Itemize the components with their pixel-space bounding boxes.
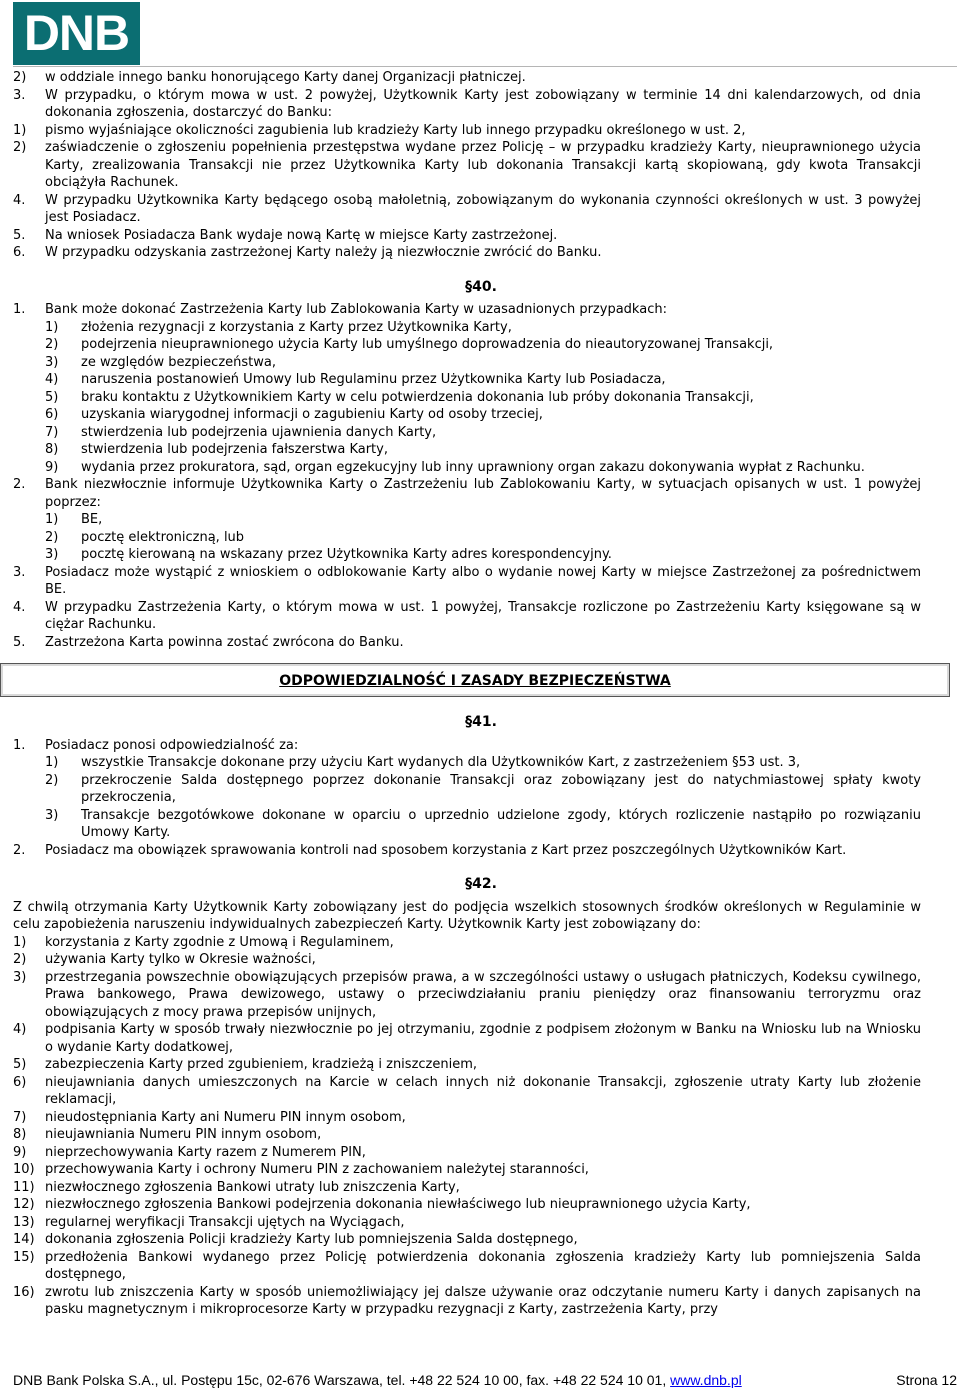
list-item-number: 1. bbox=[13, 302, 26, 317]
list-item-number: 5. bbox=[13, 227, 26, 243]
list-item bbox=[13, 1214, 921, 1232]
list-item-number: 11) bbox=[13, 1179, 35, 1195]
list-item-number: 1) bbox=[45, 319, 59, 335]
list-item bbox=[13, 807, 921, 842]
list-item-text: uzyskania wiarygodnej informacji o zagubieniu Karty od osoby trzeciej, bbox=[81, 407, 543, 422]
list-item bbox=[13, 319, 921, 337]
list-item-number: 6) bbox=[45, 407, 59, 422]
list-item-text: Posiadacz może wystąpić z wnioskiem o odblokowanie Karty albo o wydanie nowej Karty w miejsce Zastrzeżonej za pośrednictwem BE. bbox=[45, 564, 921, 597]
list-item-text: Posiadacz ma obowiązek sprawowania kontroli nad sposobem korzystania z Kart przez poszczególnych Użytkowników Kart. bbox=[45, 842, 847, 858]
list-item bbox=[13, 192, 921, 227]
section-42-intro: Z chwilą otrzymania Karty Użytkownik Karty zobowiązany jest do podjęcia wszelkich stosownych środków określonych w Regulaminie w celu zapobieżenia naruszeniu indywidualnych zabezpieczeń Karty. Użytkownik Karty jest zobowiązany do: bbox=[13, 899, 921, 932]
list-item-text: zaświadczenie o zgłoszeniu popełnienia przestępstwa wydane przez Policję – w przypadku kradzieży Karty, nieuprawnionego użycia Karty, zrealizowania Transakcji nie przez Użytkownika Karty lub dokonania Transakcji kartą skopiowaną, gdy kwota Transakcji obciążyła Rachunek. bbox=[45, 140, 921, 190]
list-item-number: 4) bbox=[45, 372, 59, 387]
list-item-text: Posiadacz ponosi odpowiedzialność za: bbox=[45, 737, 299, 753]
list-item bbox=[13, 737, 921, 755]
list-item bbox=[13, 301, 921, 319]
list-item-text: Bank może dokonać Zastrzeżenia Karty lub Zablokowania Karty w uzasadnionych przypadkach: bbox=[45, 302, 667, 317]
page-number: Strona 12 bbox=[896, 1372, 957, 1388]
section-42 bbox=[13, 934, 921, 1319]
list-item-number: 1. bbox=[13, 737, 26, 753]
list-item bbox=[13, 754, 921, 772]
list-item-number: 15) bbox=[13, 1249, 35, 1265]
list-item-number: 3) bbox=[45, 354, 59, 370]
list-item-number: 1) bbox=[45, 512, 59, 527]
list-item bbox=[13, 389, 921, 407]
section-title-42: §42. bbox=[465, 876, 497, 892]
section-40 bbox=[13, 301, 921, 651]
list-item bbox=[13, 772, 921, 807]
list-item-text: przestrzegania powszechnie obowiązujących przepisów prawa, a w szczególności ustawy o usługach płatniczych, Kodeksu cywilnego, Prawa bankowego, Prawa dewizowego, ustawy o przeciwdziałaniu praniu pieniędzy oraz finansowaniu terroryzmu oraz obowiązujących z mocy prawa przepisów unijnych, bbox=[45, 969, 921, 1020]
list-item bbox=[13, 354, 921, 372]
footer-link[interactable]: www.dnb.pl bbox=[670, 1372, 742, 1388]
list-item-text: W przypadku odzyskania zastrzeżonej Karty należy ją niezwłocznie zwrócić do Banku. bbox=[45, 245, 602, 260]
paragraph-continuation bbox=[13, 69, 921, 262]
list-item-text: wszystkie Transakcje dokonane przy użyciu Kart wydanych dla Użytkowników Kart, z zastrzeżeniem §53 ust. 3, bbox=[81, 755, 801, 770]
list-item-number: 2) bbox=[13, 140, 27, 155]
list-item bbox=[13, 969, 921, 1022]
list-item-text: pocztę elektroniczną, lub bbox=[81, 529, 245, 545]
list-item-number: 4. bbox=[13, 192, 26, 208]
list-item bbox=[13, 934, 921, 952]
list-item-number: 3. bbox=[13, 87, 26, 103]
list-item bbox=[13, 139, 921, 192]
list-item-text: W przypadku Zastrzeżenia Karty, o którym mowa w ust. 1 powyżej, Transakcje rozliczone po Zastrzeżeniu Karty księgowane są w ciężar Rachunku. bbox=[45, 599, 921, 632]
list-item bbox=[13, 1056, 921, 1074]
list-item bbox=[13, 69, 921, 87]
list-item-number: 16) bbox=[13, 1284, 35, 1300]
section-title-40: §40. bbox=[465, 278, 497, 295]
list-item bbox=[13, 951, 921, 969]
list-item-number: 6. bbox=[13, 245, 26, 260]
list-item-text: przedłożenia Bankowi wydanego przez Policję potwierdzenia dokonania zgłoszenia kradzieży Karty lub pomniejszenia Salda dostępnego, bbox=[45, 1249, 921, 1282]
list-item-number: 2) bbox=[13, 70, 27, 85]
list-item-number: 2) bbox=[45, 529, 59, 545]
list-item-text: używania Karty tylko w Okresie ważności, bbox=[45, 952, 316, 967]
list-item bbox=[13, 459, 921, 477]
section-title-41: §41. bbox=[465, 714, 497, 730]
chapter-heading: ODPOWIEDZIALNOŚĆ I ZASADY BEZPIECZEŃSTWA bbox=[0, 663, 950, 697]
list-item bbox=[13, 424, 921, 442]
list-item-text: ze względów bezpieczeństwa, bbox=[81, 354, 276, 370]
list-item bbox=[13, 1021, 921, 1056]
list-item-number: 2. bbox=[13, 842, 26, 858]
list-item-text: Bank niezwłocznie informuje Użytkownika Karty o Zastrzeżeniu lub Zablokowaniu Karty, w sytuacjach opisanych w ust. 1 powyżej poprzez: bbox=[45, 477, 921, 510]
list-item-number: 1) bbox=[13, 934, 27, 950]
list-item bbox=[13, 529, 921, 547]
list-item-text: W przypadku Użytkownika Karty będącego osobą małoletnią, zobowiązanym do wykonania czynności określonych w ust. 3 powyżej jest Posiadacz. bbox=[45, 192, 921, 225]
list-item bbox=[13, 476, 921, 511]
list-item-text: Na wniosek Posiadacza Bank wydaje nową Kartę w miejsce Karty zastrzeżonej. bbox=[45, 227, 558, 243]
list-item-text: nieujawniania Numeru PIN innym osobom, bbox=[45, 1127, 322, 1142]
dnb-logo: DNB bbox=[13, 2, 140, 65]
list-item-number: 2) bbox=[13, 952, 27, 967]
list-item-text: zabezpieczenia Karty przed zgubieniem, kradzieżą i zniszczeniem, bbox=[45, 1057, 478, 1072]
list-item bbox=[13, 1249, 921, 1284]
list-item bbox=[13, 122, 921, 140]
list-item-text: nieujawniania danych umieszczonych na Karcie w celach innych niż dokonanie Transakcji, zgłoszenie utraty Karty lub złożenie reklamacji, bbox=[45, 1074, 921, 1107]
list-item bbox=[13, 87, 921, 122]
list-item bbox=[13, 406, 921, 424]
list-item-number: 5) bbox=[13, 1057, 27, 1072]
list-item-text: Zastrzeżona Karta powinna zostać zwrócona do Banku. bbox=[45, 634, 404, 650]
list-item-number: 12) bbox=[13, 1197, 35, 1212]
header-divider bbox=[13, 66, 957, 67]
list-item-number: 9) bbox=[45, 459, 59, 475]
list-item-number: 1) bbox=[45, 755, 59, 770]
list-item-number: 13) bbox=[13, 1214, 35, 1230]
list-item bbox=[13, 564, 921, 599]
list-item-text: niezwłocznego zgłoszenia Bankowi utraty lub zniszczenia Karty, bbox=[45, 1179, 460, 1195]
list-item bbox=[13, 511, 921, 529]
list-item-text: w oddziale innego banku honorującego Karty danej Organizacji płatniczej. bbox=[45, 70, 526, 85]
list-item-number: 3) bbox=[45, 807, 59, 823]
list-item bbox=[13, 227, 921, 245]
list-item bbox=[13, 336, 921, 354]
list-item-number: 1) bbox=[13, 122, 27, 138]
list-item bbox=[13, 1231, 921, 1249]
document-body bbox=[13, 69, 921, 1319]
list-item-text: stwierdzenia lub podejrzenia ujawnienia danych Karty, bbox=[81, 424, 437, 440]
list-item-text: pismo wyjaśniające okoliczności zagubienia lub kradzieży Karty lub innego przypadku określonego w ust. 2, bbox=[45, 122, 746, 138]
list-item bbox=[13, 842, 921, 860]
list-item-number: 3) bbox=[13, 969, 27, 985]
list-item-text: pocztę kierowaną na wskazany przez Użytkownika Karty adres korespondencyjny. bbox=[81, 547, 612, 562]
list-item-number: 5. bbox=[13, 634, 26, 650]
list-item-text: niezwłocznego zgłoszenia Bankowi podejrzenia dokonania niewłaściwego lub nieuprawnionego użycia Karty, bbox=[45, 1197, 751, 1212]
list-item bbox=[13, 599, 921, 634]
list-item-text: stwierdzenia lub podejrzenia fałszerstwa Karty, bbox=[81, 442, 388, 457]
list-item-number: 14) bbox=[13, 1232, 35, 1247]
list-item bbox=[13, 244, 921, 262]
list-item-number: 2. bbox=[13, 477, 26, 492]
page-footer bbox=[13, 1372, 957, 1390]
list-item-text: podpisania Karty w sposób trwały niezwłocznie po jej otrzymaniu, zgodnie z podpisem złożonym w Banku na Wniosku lub na Wniosku o wydanie Karty dodatkowej, bbox=[45, 1022, 921, 1055]
list-item-text: nieudostępniania Karty ani Numeru PIN innym osobom, bbox=[45, 1109, 406, 1125]
list-item bbox=[13, 1109, 921, 1127]
list-item bbox=[13, 546, 921, 564]
list-item-number: 2) bbox=[45, 337, 59, 352]
list-item-text: BE, bbox=[81, 512, 103, 527]
list-item-text: przekroczenie Salda dostępnego poprzez dokonanie Transakcji oraz zobowiązany jest do natychmiastowej spłaty kwoty przekroczenia, bbox=[81, 772, 921, 805]
list-item bbox=[13, 1144, 921, 1162]
list-item-text: regularnej weryfikacji Transakcji ujętych na Wyciągach, bbox=[45, 1214, 405, 1230]
list-item-number: 7) bbox=[45, 424, 59, 440]
list-item-text: nieprzechowywania Karty razem z Numerem PIN, bbox=[45, 1144, 366, 1160]
footer-address: DNB Bank Polska S.A., ul. Postępu 15c, 02-676 Warszawa, tel. +48 22 524 10 00, fax. +48 22 524 10 01, bbox=[13, 1372, 671, 1388]
list-item-text: dokonania zgłoszenia Policji kradzieży Karty lub pomniejszenia Salda dostępnego, bbox=[45, 1232, 578, 1247]
list-item-number: 2) bbox=[45, 772, 59, 788]
list-item-text: W przypadku, o którym mowa w ust. 2 powyżej, Użytkownik Karty jest zobowiązany w terminie 14 dni kalendarzowych, od dnia dokonania zgłoszenia, dostarczyć do Banku: bbox=[45, 87, 921, 120]
list-item bbox=[13, 634, 921, 652]
list-item-text: podejrzenia nieuprawnionego użycia Karty lub umyślnego doprowadzenia do nieautoryzowanej Transakcji, bbox=[81, 337, 774, 352]
list-item bbox=[13, 1126, 921, 1144]
list-item-text: zwrotu lub zniszczenia Karty w sposób uniemożliwiający jej dalsze używanie oraz odczytanie numeru Karty i danych zapisanych na pasku magnetycznym i mikroprocesorze Karty w przypadku rezygnacji z Karty, zastrzeżenia Karty, przy bbox=[45, 1284, 921, 1317]
list-item bbox=[13, 1074, 921, 1109]
list-item-number: 5) bbox=[45, 389, 59, 405]
list-item-text: korzystania z Karty zgodnie z Umową i Regulaminem, bbox=[45, 934, 394, 950]
list-item-number: 4. bbox=[13, 599, 26, 615]
list-item-number: 10) bbox=[13, 1162, 35, 1177]
list-item-number: 3. bbox=[13, 564, 26, 580]
list-item-number: 8) bbox=[45, 442, 59, 457]
list-item-number: 8) bbox=[13, 1127, 27, 1142]
list-item-number: 3) bbox=[45, 547, 59, 562]
list-item bbox=[13, 1284, 921, 1319]
list-item bbox=[13, 1179, 921, 1197]
list-item-text: złożenia rezygnacji z korzystania z Karty przez Użytkownika Karty, bbox=[81, 319, 512, 335]
list-item bbox=[13, 1196, 921, 1214]
list-item-text: Transakcje bezgotówkowe dokonane w oparciu o uprzednio udzielone zgody, których rozliczenie nastąpiło po rozwiązaniu Umowy Karty. bbox=[81, 807, 921, 840]
list-item-number: 4) bbox=[13, 1022, 27, 1037]
list-item bbox=[13, 1161, 921, 1179]
list-item-number: 7) bbox=[13, 1109, 27, 1125]
list-item-text: naruszenia postanowień Umowy lub Regulaminu przez Użytkownika Karty lub Posiadacza, bbox=[81, 372, 666, 387]
list-item bbox=[13, 441, 921, 459]
section-41 bbox=[13, 737, 921, 860]
list-item-number: 9) bbox=[13, 1144, 27, 1160]
list-item bbox=[13, 371, 921, 389]
list-item-text: wydania przez prokuratora, sąd, organ egzekucyjny lub inny uprawniony organ zakazu dokonywania wypłat z Rachunku. bbox=[81, 459, 865, 475]
list-item-number: 6) bbox=[13, 1074, 27, 1090]
list-item-text: braku kontaktu z Użytkownikiem Karty w celu potwierdzenia dokonania lub próby dokonania Transakcji, bbox=[81, 389, 754, 405]
list-item-text: przechowywania Karty i ochrony Numeru PIN z zachowaniem należytej staranności, bbox=[45, 1162, 589, 1177]
